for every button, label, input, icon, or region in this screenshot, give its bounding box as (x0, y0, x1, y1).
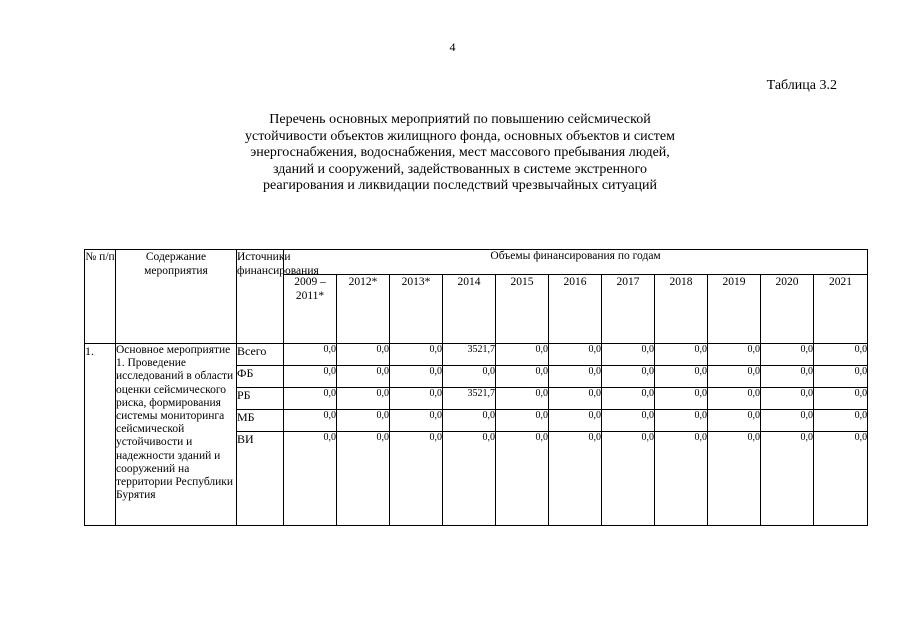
funding-value: 0,0 (655, 344, 708, 366)
header-source: Источники финансирования (237, 250, 284, 344)
header-num: № п/п (85, 250, 116, 344)
funding-value: 0,0 (284, 388, 337, 410)
funding-value: 0,0 (761, 432, 814, 526)
funding-value: 0,0 (761, 410, 814, 432)
funding-value: 0,0 (814, 432, 868, 526)
table-header (85, 250, 868, 344)
header-year: 2019 (708, 275, 761, 344)
funding-value: 0,0 (602, 432, 655, 526)
funding-value: 0,0 (549, 432, 602, 526)
table-label: Таблица 3.2 (766, 78, 837, 93)
header-content: Содержание мероприятия (116, 250, 237, 344)
funding-value: 0,0 (761, 366, 814, 388)
funding-value: 0,0 (443, 410, 496, 432)
funding-value: 0,0 (284, 366, 337, 388)
funding-value: 0,0 (443, 432, 496, 526)
funding-value: 0,0 (337, 410, 390, 432)
funding-value: 0,0 (337, 432, 390, 526)
funding-value: 0,0 (814, 344, 868, 366)
funding-value: 3521,7 (443, 388, 496, 410)
funding-value: 0,0 (814, 366, 868, 388)
header-year: 2014 (443, 275, 496, 344)
funding-value: 0,0 (708, 432, 761, 526)
funding-value: 0,0 (814, 410, 868, 432)
funding-value: 0,0 (337, 366, 390, 388)
funding-value: 0,0 (602, 388, 655, 410)
funding-value: 0,0 (496, 366, 549, 388)
table-row (85, 344, 868, 366)
header-year: 2012* (337, 275, 390, 344)
funding-value: 0,0 (496, 410, 549, 432)
funding-value: 0,0 (390, 388, 443, 410)
funding-value: 0,0 (655, 388, 708, 410)
funding-value: 0,0 (390, 410, 443, 432)
funding-value: 0,0 (708, 344, 761, 366)
header-year: 2020 (761, 275, 814, 344)
funding-value: 0,0 (549, 388, 602, 410)
funding-value: 0,0 (549, 410, 602, 432)
funding-value: 0,0 (390, 344, 443, 366)
document-title: Перечень основных мероприятий по повышению сейсмической устойчивости объектов жилищного фонда, основных объектов и систем энергоснабжения, водоснабжения, мест массового пребывания людей, зданий и сооружений, задействованных в системе экстренного реагирования и ликвидации последствий чрезвычайных ситуаций (244, 112, 675, 193)
funding-value: 0,0 (602, 344, 655, 366)
header-year: 2016 (549, 275, 602, 344)
funding-value: 0,0 (655, 432, 708, 526)
funding-value: 0,0 (337, 344, 390, 366)
header-volumes: Объемы финансирования по годам (284, 250, 868, 275)
table-body (85, 344, 868, 526)
funding-value: 0,0 (549, 366, 602, 388)
funding-value: 0,0 (390, 366, 443, 388)
funding-value: 0,0 (602, 410, 655, 432)
funding-value: 0,0 (496, 344, 549, 366)
funding-value: 0,0 (284, 432, 337, 526)
funding-source: ФБ (237, 366, 284, 388)
financing-table (84, 249, 868, 526)
funding-value: 0,0 (337, 388, 390, 410)
funding-value: 0,0 (443, 366, 496, 388)
funding-value: 3521,7 (443, 344, 496, 366)
funding-value: 0,0 (496, 388, 549, 410)
funding-value: 0,0 (761, 388, 814, 410)
funding-value: 0,0 (284, 344, 337, 366)
funding-value: 0,0 (655, 410, 708, 432)
funding-value: 0,0 (496, 432, 549, 526)
funding-source: ВИ (237, 432, 284, 526)
funding-value: 0,0 (602, 366, 655, 388)
funding-value: 0,0 (708, 388, 761, 410)
page-number: 4 (449, 40, 456, 54)
header-year: 2013* (390, 275, 443, 344)
funding-value: 0,0 (655, 366, 708, 388)
header-year: 2009 – 2011* (284, 275, 337, 344)
funding-source: Всего (237, 344, 284, 366)
activity-number: 1. (85, 344, 116, 526)
funding-source: МБ (237, 410, 284, 432)
funding-value: 0,0 (708, 410, 761, 432)
funding-value: 0,0 (708, 366, 761, 388)
funding-source: РБ (237, 388, 284, 410)
funding-value: 0,0 (284, 410, 337, 432)
funding-value: 0,0 (549, 344, 602, 366)
header-year: 2015 (496, 275, 549, 344)
funding-value: 0,0 (814, 388, 868, 410)
header-year: 2017 (602, 275, 655, 344)
activity-content: Основное мероприятие 1. Проведение исследований в области оценки сейсмического риска, формирования системы мониторинга сейсмической устойчивости и надежности зданий и сооружений на территории Республики Бурятия (116, 344, 237, 526)
header-year: 2021 (814, 275, 868, 344)
funding-value: 0,0 (761, 344, 814, 366)
funding-value: 0,0 (390, 432, 443, 526)
header-year: 2018 (655, 275, 708, 344)
